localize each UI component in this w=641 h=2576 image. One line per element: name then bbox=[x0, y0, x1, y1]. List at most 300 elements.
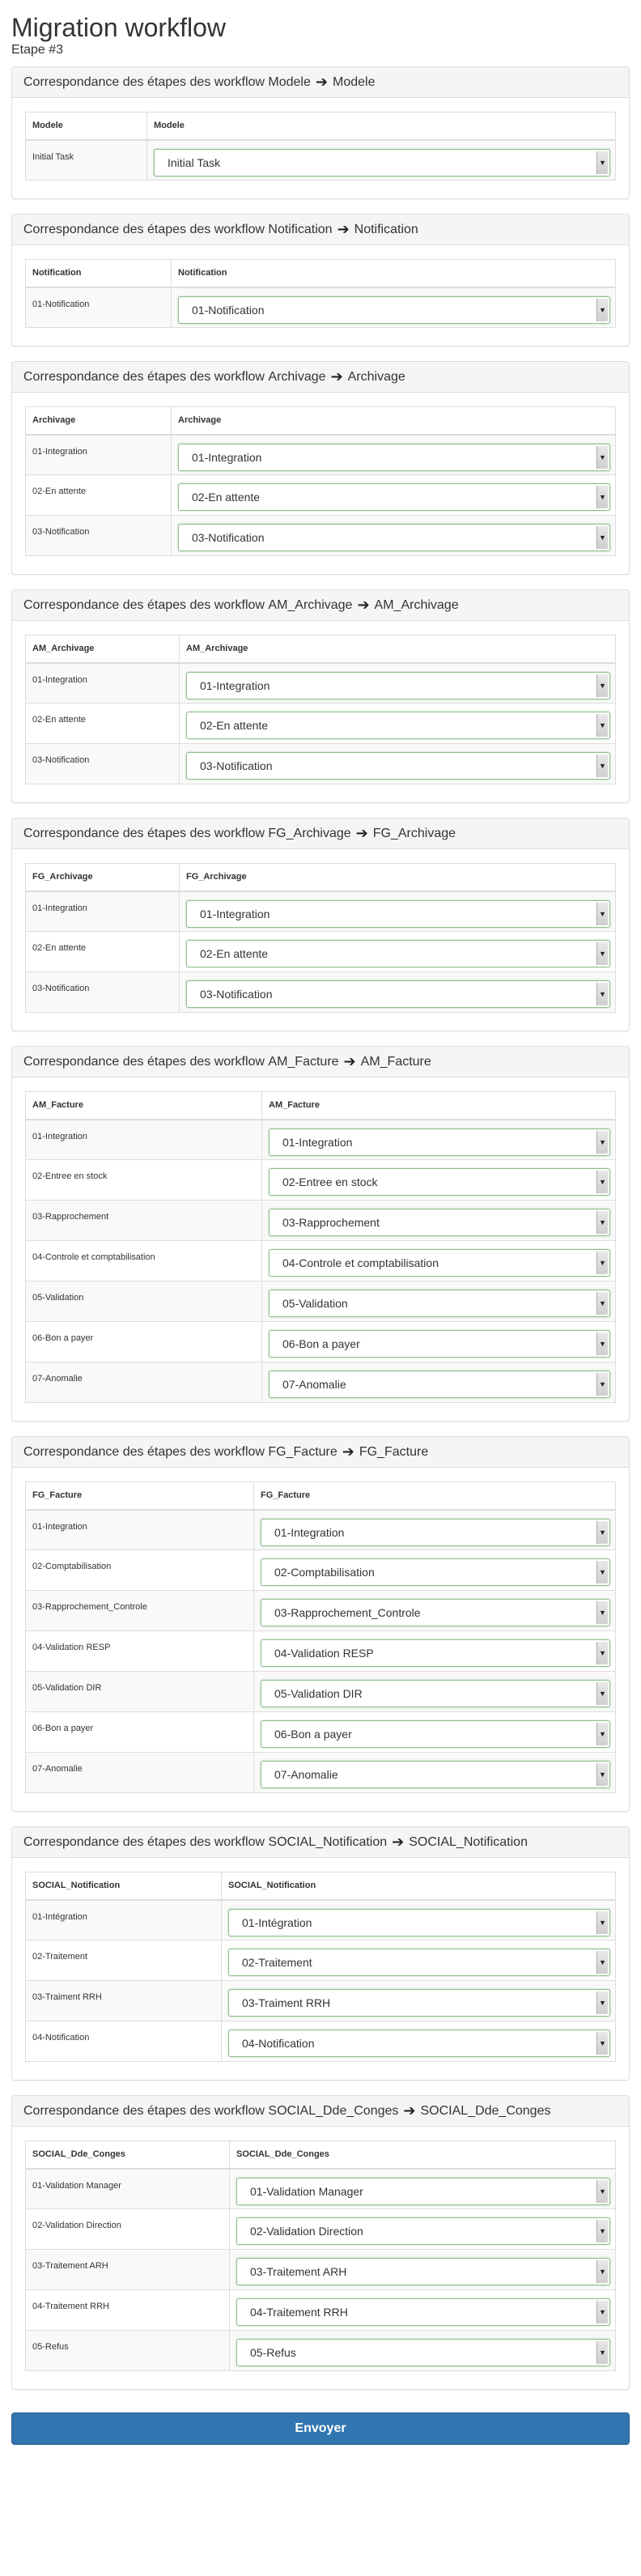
target-step-value: 05-Validation bbox=[282, 1297, 348, 1310]
source-step-label: 01-Integration bbox=[26, 891, 180, 932]
target-step-cell bbox=[262, 1362, 616, 1403]
table-header-row bbox=[26, 113, 616, 140]
target-step-select[interactable] bbox=[269, 1129, 610, 1156]
step-mapping-table bbox=[25, 1481, 616, 1793]
table-row bbox=[26, 1120, 616, 1160]
table-header-row bbox=[26, 635, 616, 663]
workflow-target-name: Modele bbox=[332, 74, 376, 89]
target-step-value: 05-Validation DIR bbox=[274, 1687, 363, 1700]
chevron-down-icon[interactable]: ▼ bbox=[596, 1642, 608, 1664]
source-step-label: 01-Validation Manager bbox=[26, 2169, 230, 2209]
source-step-label: 02-Validation Direction bbox=[26, 2209, 230, 2250]
target-step-value: 01-Integration bbox=[282, 1135, 353, 1149]
step-indicator: Etape #3 bbox=[11, 43, 64, 57]
target-step-cell bbox=[180, 891, 616, 932]
step-mapping-table bbox=[25, 2140, 616, 2371]
source-step-label: 02-Traitement bbox=[26, 1941, 222, 1981]
column-header-target: FG_Facture bbox=[254, 1482, 616, 1510]
mapping-panel bbox=[11, 1826, 630, 2081]
source-step-label: 02-Comptabilisation bbox=[26, 1550, 254, 1591]
chevron-down-icon[interactable]: ▼ bbox=[596, 942, 608, 965]
target-step-select[interactable] bbox=[186, 900, 610, 928]
table-row bbox=[26, 1510, 616, 1550]
target-step-value: 01-Integration bbox=[200, 907, 270, 920]
target-step-select[interactable] bbox=[186, 712, 610, 739]
table-row bbox=[26, 140, 616, 181]
table-header-row bbox=[26, 2141, 616, 2169]
panel-body bbox=[12, 2127, 629, 2389]
panel-heading-prefix: Correspondance des étapes des workflow bbox=[23, 369, 265, 384]
workflow-target-name: SOCIAL_Notification bbox=[409, 1834, 528, 1849]
step-mapping-table bbox=[25, 406, 616, 556]
source-step-label: 04-Controle et comptabilisation bbox=[26, 1241, 262, 1282]
table-row bbox=[26, 2290, 616, 2331]
target-step-select[interactable] bbox=[178, 444, 610, 471]
target-step-cell bbox=[254, 1631, 616, 1672]
target-step-value: 03-Traiment RRH bbox=[242, 1996, 331, 2009]
column-header-source: Archivage bbox=[26, 407, 172, 435]
column-header-source: AM_Facture bbox=[26, 1092, 262, 1120]
chevron-down-icon[interactable]: ▼ bbox=[596, 1601, 608, 1624]
step-mapping-table bbox=[25, 1872, 616, 2062]
step-mapping-table bbox=[25, 1091, 616, 1403]
table-row bbox=[26, 2021, 616, 2062]
target-step-select[interactable] bbox=[186, 980, 610, 1008]
target-step-select[interactable] bbox=[228, 1909, 610, 1936]
target-step-cell bbox=[254, 1672, 616, 1712]
target-step-cell bbox=[230, 2169, 616, 2209]
target-step-select[interactable] bbox=[261, 1519, 610, 1546]
workflow-source-name: Notification bbox=[268, 222, 333, 236]
target-step-select[interactable] bbox=[228, 1949, 610, 1976]
target-step-cell bbox=[262, 1160, 616, 1201]
table-header-row bbox=[26, 407, 616, 435]
target-step-value: 05-Refus bbox=[250, 2346, 296, 2359]
workflow-source-name: AM_Facture bbox=[268, 1054, 339, 1069]
table-header-row bbox=[26, 1872, 616, 1900]
arrow-right-icon: ➔ bbox=[392, 1834, 405, 1850]
table-row bbox=[26, 891, 616, 932]
target-step-cell bbox=[262, 1241, 616, 1282]
table-row bbox=[26, 2209, 616, 2250]
target-step-select[interactable] bbox=[236, 2217, 610, 2245]
source-step-label: 07-Anomalie bbox=[26, 1753, 254, 1793]
submit-button[interactable]: Envoyer bbox=[11, 2412, 630, 2445]
target-step-cell bbox=[254, 1510, 616, 1550]
target-step-select[interactable] bbox=[269, 1330, 610, 1358]
target-step-cell bbox=[222, 1981, 616, 2021]
chevron-down-icon[interactable]: ▼ bbox=[596, 714, 608, 737]
workflow-source-name: FG_Facture bbox=[268, 1444, 337, 1459]
workflow-target-name: AM_Facture bbox=[360, 1054, 431, 1069]
panel-heading bbox=[12, 1047, 629, 1078]
source-step-label: 02-En attente bbox=[26, 932, 180, 972]
chevron-down-icon[interactable]: ▼ bbox=[596, 1252, 608, 1274]
source-step-label: 05-Refus bbox=[26, 2331, 230, 2371]
target-step-value: 01-Integration bbox=[274, 1525, 345, 1539]
workflow-source-name: Modele bbox=[268, 74, 311, 89]
target-step-select[interactable] bbox=[154, 149, 610, 176]
table-row bbox=[26, 972, 616, 1013]
table-row bbox=[26, 2331, 616, 2371]
target-step-value: 01-Validation Manager bbox=[250, 2184, 363, 2198]
panel-body bbox=[12, 1468, 629, 1811]
target-step-cell bbox=[262, 1201, 616, 1241]
workflow-target-name: FG_Archivage bbox=[372, 826, 456, 840]
target-step-cell bbox=[262, 1120, 616, 1160]
source-step-label: Initial Task bbox=[26, 140, 147, 181]
table-row bbox=[26, 1322, 616, 1362]
column-header-source: Notification bbox=[26, 260, 172, 287]
table-row bbox=[26, 475, 616, 516]
table-header-row bbox=[26, 1092, 616, 1120]
target-step-value: 03-Rapprochement bbox=[282, 1216, 380, 1229]
panel-body bbox=[12, 621, 629, 802]
chevron-down-icon[interactable]: ▼ bbox=[596, 299, 608, 321]
panel-heading-prefix: Correspondance des étapes des workflow bbox=[23, 1834, 265, 1849]
target-step-select[interactable] bbox=[269, 1371, 610, 1398]
table-row bbox=[26, 287, 616, 328]
target-step-value: 02-Validation Direction bbox=[250, 2225, 363, 2238]
target-step-value: 03-Traitement ARH bbox=[250, 2265, 347, 2278]
table-row bbox=[26, 663, 616, 704]
table-row bbox=[26, 1160, 616, 1201]
target-step-value: 06-Bon a payer bbox=[274, 1728, 352, 1741]
target-step-value: 03-Notification bbox=[200, 759, 273, 772]
submit-area bbox=[11, 2404, 630, 2445]
target-step-cell bbox=[254, 1550, 616, 1591]
chevron-down-icon[interactable]: ▼ bbox=[596, 486, 608, 508]
panel-heading bbox=[12, 1437, 629, 1468]
chevron-down-icon[interactable]: ▼ bbox=[596, 526, 608, 549]
chevron-down-icon[interactable]: ▼ bbox=[596, 1131, 608, 1154]
target-step-value: 01-Intégration bbox=[242, 1915, 312, 1929]
source-step-label: 01-Notification bbox=[26, 287, 172, 328]
target-step-value: 07-Anomalie bbox=[274, 1768, 338, 1781]
panel-heading bbox=[12, 590, 629, 621]
step-mapping-table bbox=[25, 259, 616, 328]
chevron-down-icon[interactable]: ▼ bbox=[596, 1211, 608, 1234]
target-step-cell bbox=[180, 744, 616, 784]
panel-heading-prefix: Correspondance des étapes des workflow bbox=[23, 222, 265, 236]
chevron-down-icon[interactable]: ▼ bbox=[596, 1373, 608, 1396]
target-step-value: 02-En attente bbox=[200, 947, 269, 960]
arrow-right-icon: ➔ bbox=[357, 597, 370, 613]
table-row bbox=[26, 1712, 616, 1753]
source-step-label: 01-Integration bbox=[26, 1510, 254, 1550]
target-step-cell bbox=[180, 704, 616, 744]
source-step-label: 01-Integration bbox=[26, 1120, 262, 1160]
workflow-target-name: FG_Facture bbox=[359, 1444, 429, 1459]
target-step-cell bbox=[262, 1322, 616, 1362]
target-step-cell bbox=[180, 972, 616, 1013]
target-step-select[interactable] bbox=[186, 940, 610, 967]
target-step-cell bbox=[172, 287, 616, 328]
panel-body bbox=[12, 245, 629, 346]
source-step-label: 03-Rapprochement_Controle bbox=[26, 1591, 254, 1631]
panel-heading bbox=[12, 2096, 629, 2127]
mapping-panel bbox=[11, 1436, 630, 1812]
column-header-source: SOCIAL_Dde_Conges bbox=[26, 2141, 230, 2169]
table-row bbox=[26, 1753, 616, 1793]
table-row bbox=[26, 1900, 616, 1941]
source-step-label: 03-Notification bbox=[26, 744, 180, 784]
target-step-cell bbox=[172, 435, 616, 475]
target-step-select[interactable] bbox=[236, 2298, 610, 2326]
column-header-target: SOCIAL_Notification bbox=[222, 1872, 616, 1900]
chevron-down-icon[interactable]: ▼ bbox=[596, 903, 608, 925]
source-step-label: 03-Traiment RRH bbox=[26, 1981, 222, 2021]
target-step-select[interactable] bbox=[236, 2258, 610, 2285]
chevron-down-icon[interactable]: ▼ bbox=[596, 755, 608, 777]
source-step-label: 03-Notification bbox=[26, 972, 180, 1013]
page-title: Migration workflow bbox=[11, 13, 226, 42]
target-step-value: 04-Notification bbox=[242, 2037, 315, 2050]
panel-heading bbox=[12, 818, 629, 849]
chevron-down-icon[interactable]: ▼ bbox=[596, 2260, 608, 2283]
table-row bbox=[26, 435, 616, 475]
target-step-value: 02-Entree en stock bbox=[282, 1175, 378, 1188]
chevron-down-icon[interactable]: ▼ bbox=[596, 1682, 608, 1705]
target-step-select[interactable] bbox=[261, 1680, 610, 1707]
target-step-select[interactable] bbox=[178, 483, 610, 511]
chevron-down-icon[interactable]: ▼ bbox=[596, 151, 608, 174]
column-header-target: SOCIAL_Dde_Conges bbox=[230, 2141, 616, 2169]
target-step-value: 06-Bon a payer bbox=[282, 1337, 360, 1350]
source-step-label: 05-Validation DIR bbox=[26, 1672, 254, 1712]
target-step-value: 07-Anomalie bbox=[282, 1378, 346, 1391]
table-row bbox=[26, 1941, 616, 1981]
chevron-down-icon[interactable]: ▼ bbox=[596, 1333, 608, 1355]
table-row bbox=[26, 1631, 616, 1672]
chevron-down-icon[interactable]: ▼ bbox=[596, 1171, 608, 1193]
target-step-select[interactable] bbox=[269, 1249, 610, 1277]
source-step-label: 06-Bon a payer bbox=[26, 1712, 254, 1753]
table-row bbox=[26, 932, 616, 972]
table-header-row bbox=[26, 1482, 616, 1510]
source-step-label: 06-Bon a payer bbox=[26, 1322, 262, 1362]
workflow-source-name: FG_Archivage bbox=[268, 826, 351, 840]
panel-body bbox=[12, 393, 629, 574]
arrow-right-icon: ➔ bbox=[355, 825, 368, 841]
chevron-down-icon[interactable]: ▼ bbox=[596, 446, 608, 469]
workflow-source-name: AM_Archivage bbox=[268, 597, 353, 612]
column-header-target: AM_Facture bbox=[262, 1092, 616, 1120]
target-step-cell bbox=[254, 1753, 616, 1793]
target-step-cell bbox=[254, 1591, 616, 1631]
mapping-panel bbox=[11, 589, 630, 803]
target-step-cell bbox=[172, 516, 616, 556]
chevron-down-icon[interactable]: ▼ bbox=[596, 674, 608, 697]
target-step-value: 04-Validation RESP bbox=[274, 1647, 374, 1660]
panel-heading-prefix: Correspondance des étapes des workflow bbox=[23, 1054, 265, 1069]
target-step-select[interactable] bbox=[228, 2030, 610, 2057]
target-step-select[interactable] bbox=[261, 1558, 610, 1586]
target-step-value: 02-Traitement bbox=[242, 1956, 312, 1969]
target-step-select[interactable] bbox=[261, 1639, 610, 1667]
chevron-down-icon[interactable]: ▼ bbox=[596, 1561, 608, 1583]
table-row bbox=[26, 704, 616, 744]
column-header-source: AM_Archivage bbox=[26, 635, 180, 663]
chevron-down-icon[interactable]: ▼ bbox=[596, 1951, 608, 1974]
target-step-cell bbox=[147, 140, 616, 181]
mapping-panel bbox=[11, 1046, 630, 1422]
arrow-right-icon: ➔ bbox=[330, 368, 343, 385]
workflow-target-name: Notification bbox=[354, 222, 418, 236]
panel-heading bbox=[12, 1827, 629, 1858]
chevron-down-icon[interactable]: ▼ bbox=[596, 1723, 608, 1745]
mapping-panel bbox=[11, 2095, 630, 2390]
target-step-select[interactable] bbox=[178, 296, 610, 324]
target-step-cell bbox=[222, 2021, 616, 2062]
panel-heading-prefix: Correspondance des étapes des workflow bbox=[23, 1444, 265, 1459]
target-step-cell bbox=[230, 2250, 616, 2290]
target-step-cell bbox=[262, 1282, 616, 1322]
chevron-down-icon[interactable]: ▼ bbox=[596, 1911, 608, 1934]
step-mapping-table bbox=[25, 112, 616, 181]
column-header-target: AM_Archivage bbox=[180, 635, 616, 663]
target-step-cell bbox=[222, 1900, 616, 1941]
panel-body bbox=[12, 1078, 629, 1421]
chevron-down-icon[interactable]: ▼ bbox=[596, 1521, 608, 1544]
source-step-label: 01-Integration bbox=[26, 435, 172, 475]
target-step-value: Initial Task bbox=[168, 155, 221, 169]
workflow-source-name: SOCIAL_Dde_Conges bbox=[268, 2103, 399, 2118]
source-step-label: 01-Integration bbox=[26, 663, 180, 704]
chevron-down-icon[interactable]: ▼ bbox=[596, 1992, 608, 2014]
target-step-value: 01-Notification bbox=[192, 303, 265, 317]
target-step-value: 04-Controle et comptabilisation bbox=[282, 1256, 439, 1269]
panel-heading bbox=[12, 215, 629, 245]
workflow-source-name: Archivage bbox=[268, 369, 326, 384]
chevron-down-icon[interactable]: ▼ bbox=[596, 1763, 608, 1786]
source-step-label: 07-Anomalie bbox=[26, 1362, 262, 1403]
source-step-label: 02-En attente bbox=[26, 704, 180, 744]
table-header-row bbox=[26, 260, 616, 287]
target-step-value: 04-Traitement RRH bbox=[250, 2306, 348, 2319]
target-step-select[interactable] bbox=[236, 2339, 610, 2366]
column-header-source: FG_Facture bbox=[26, 1482, 254, 1510]
table-row bbox=[26, 1362, 616, 1403]
column-header-source: FG_Archivage bbox=[26, 864, 180, 891]
target-step-value: 02-En attente bbox=[192, 491, 261, 504]
target-step-cell bbox=[222, 1941, 616, 1981]
source-step-label: 01-Intégration bbox=[26, 1900, 222, 1941]
table-header-row bbox=[26, 864, 616, 891]
panel-heading-prefix: Correspondance des étapes des workflow bbox=[23, 74, 265, 89]
target-step-select[interactable] bbox=[269, 1168, 610, 1196]
panel-body bbox=[12, 1858, 629, 2080]
target-step-cell bbox=[230, 2290, 616, 2331]
chevron-down-icon[interactable]: ▼ bbox=[596, 2220, 608, 2242]
target-step-select[interactable] bbox=[178, 524, 610, 551]
sections-container bbox=[11, 66, 630, 2390]
table-row bbox=[26, 516, 616, 556]
mapping-panel bbox=[11, 214, 630, 346]
panel-body bbox=[12, 849, 629, 1031]
target-step-select[interactable] bbox=[186, 672, 610, 699]
step-mapping-table bbox=[25, 635, 616, 784]
target-step-value: 02-En attente bbox=[200, 719, 269, 732]
chevron-down-icon[interactable]: ▼ bbox=[596, 2180, 608, 2203]
target-step-cell bbox=[172, 475, 616, 516]
target-step-select[interactable] bbox=[236, 2178, 610, 2205]
column-header-source: SOCIAL_Notification bbox=[26, 1872, 222, 1900]
target-step-select[interactable] bbox=[261, 1761, 610, 1788]
mapping-panel bbox=[11, 66, 630, 199]
table-row bbox=[26, 1282, 616, 1322]
panel-heading bbox=[12, 67, 629, 98]
table-row bbox=[26, 1550, 616, 1591]
panel-heading bbox=[12, 362, 629, 393]
source-step-label: 02-En attente bbox=[26, 475, 172, 516]
panel-heading-prefix: Correspondance des étapes des workflow bbox=[23, 826, 265, 840]
chevron-down-icon[interactable]: ▼ bbox=[596, 2032, 608, 2055]
table-row bbox=[26, 744, 616, 784]
chevron-down-icon[interactable]: ▼ bbox=[596, 2341, 608, 2364]
target-step-value: 03-Rapprochement_Controle bbox=[274, 1606, 421, 1619]
arrow-right-icon: ➔ bbox=[337, 221, 350, 237]
arrow-right-icon: ➔ bbox=[315, 74, 328, 90]
chevron-down-icon[interactable]: ▼ bbox=[596, 1292, 608, 1315]
chevron-down-icon[interactable]: ▼ bbox=[596, 2301, 608, 2323]
target-step-select[interactable] bbox=[261, 1720, 610, 1748]
column-header-target: FG_Archivage bbox=[180, 864, 616, 891]
arrow-right-icon: ➔ bbox=[342, 1443, 354, 1460]
source-step-label: 03-Notification bbox=[26, 516, 172, 556]
target-step-value: 01-Integration bbox=[200, 678, 270, 692]
panel-heading-prefix: Correspondance des étapes des workflow bbox=[23, 597, 265, 612]
target-step-value: 01-Integration bbox=[192, 450, 262, 464]
source-step-label: 03-Rapprochement bbox=[26, 1201, 262, 1241]
chevron-down-icon[interactable]: ▼ bbox=[596, 983, 608, 1005]
source-step-label: 05-Validation bbox=[26, 1282, 262, 1322]
table-row bbox=[26, 1241, 616, 1282]
source-step-label: 02-Entree en stock bbox=[26, 1160, 262, 1201]
target-step-value: 02-Comptabilisation bbox=[274, 1566, 375, 1579]
target-step-cell bbox=[180, 932, 616, 972]
step-mapping-table bbox=[25, 863, 616, 1013]
source-step-label: 04-Validation RESP bbox=[26, 1631, 254, 1672]
target-step-value: 03-Notification bbox=[192, 531, 265, 544]
source-step-label: 03-Traitement ARH bbox=[26, 2250, 230, 2290]
table-row bbox=[26, 1201, 616, 1241]
target-step-cell bbox=[230, 2209, 616, 2250]
target-step-select[interactable] bbox=[261, 1599, 610, 1626]
source-step-label: 04-Traitement RRH bbox=[26, 2290, 230, 2331]
mapping-panel bbox=[11, 818, 630, 1031]
workflow-target-name: Archivage bbox=[347, 369, 405, 384]
target-step-cell bbox=[230, 2331, 616, 2371]
table-row bbox=[26, 2250, 616, 2290]
column-header-target: Notification bbox=[172, 260, 616, 287]
target-step-select[interactable] bbox=[269, 1209, 610, 1236]
table-row bbox=[26, 1672, 616, 1712]
target-step-select[interactable] bbox=[269, 1290, 610, 1317]
target-step-select[interactable] bbox=[186, 752, 610, 780]
workflow-target-name: SOCIAL_Dde_Conges bbox=[420, 2103, 551, 2118]
target-step-value: 03-Notification bbox=[200, 988, 273, 1001]
arrow-right-icon: ➔ bbox=[403, 2102, 416, 2119]
panel-heading-prefix: Correspondance des étapes des workflow bbox=[23, 2103, 265, 2118]
source-step-label: 04-Notification bbox=[26, 2021, 222, 2062]
target-step-select[interactable] bbox=[228, 1989, 610, 2017]
table-row bbox=[26, 1591, 616, 1631]
target-step-cell bbox=[254, 1712, 616, 1753]
table-row bbox=[26, 2169, 616, 2209]
column-header-target: Modele bbox=[147, 113, 616, 140]
panel-body bbox=[12, 98, 629, 198]
